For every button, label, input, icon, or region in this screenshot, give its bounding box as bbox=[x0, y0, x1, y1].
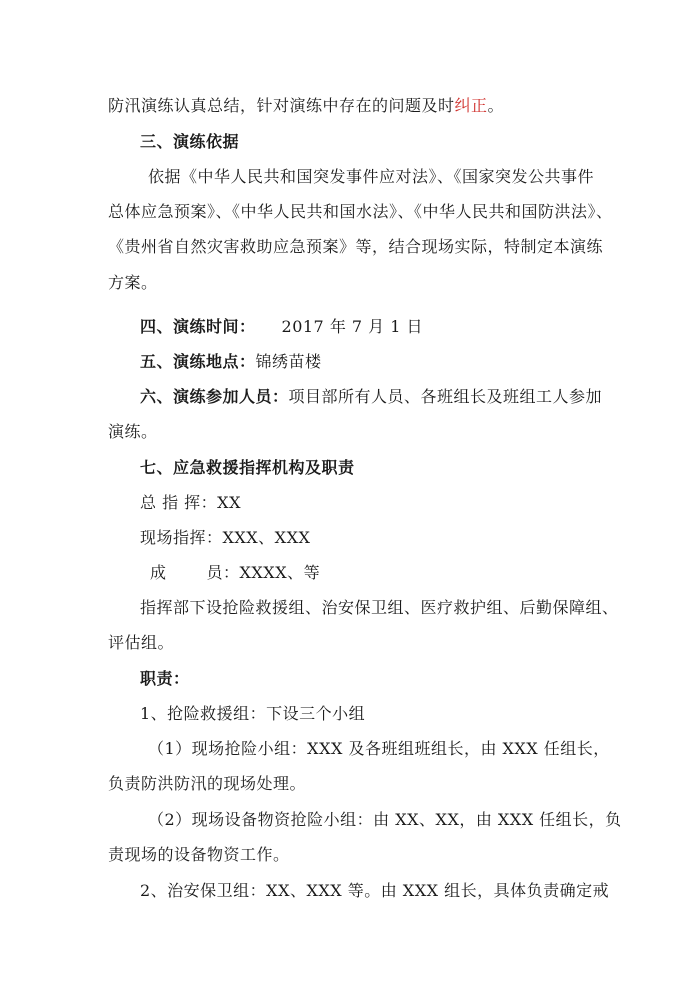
basis-line: 方案。 bbox=[108, 273, 158, 292]
site-commander: 现场指挥：XXX、XXX bbox=[140, 528, 311, 547]
basis-line: 总体应急预案》、《中华人民共和国水法》、《中华人民共和国防洪法》、 bbox=[108, 202, 613, 221]
text: 。 bbox=[487, 96, 505, 115]
subgroup-line: 负责防洪防汛的现场处理。 bbox=[108, 774, 307, 793]
groups-line: 指挥部下设抢险救援组、治安保卫组、医疗救护组、后勤保障组、 bbox=[140, 598, 619, 617]
drill-participants-cont: 演练。 bbox=[108, 422, 158, 441]
drill-participants bbox=[140, 386, 602, 408]
text: 防汛演练认真总结，针对演练中存在的问题及时 bbox=[108, 96, 455, 115]
drill-time bbox=[140, 316, 423, 338]
section-heading-command: 七、应急救援指挥机构及职责 bbox=[140, 458, 355, 477]
paragraph-line bbox=[108, 95, 504, 117]
members-value: 员：XXXX、等 bbox=[206, 563, 321, 582]
members-label: 成 bbox=[150, 563, 167, 582]
drill-time-heading: 四、演练时间： bbox=[140, 317, 256, 336]
security-group-title: 2、治安保卫组：XX、XXX 等。由 XXX 组长，具体负责确定戒 bbox=[140, 881, 610, 900]
section-heading-basis: 三、演练依据 bbox=[140, 132, 240, 151]
drill-location-value: 锦绣苗楼 bbox=[255, 352, 322, 371]
groups-line: 评估组。 bbox=[108, 633, 175, 652]
highlighted-text: 纠正 bbox=[454, 96, 488, 115]
subgroup-line: （1）现场抢险小组：XXX 及各班组班组长，由 XXX 任组长， bbox=[148, 739, 610, 758]
basis-line: 依据《中华人民共和国突发事件应对法》、《国家突发公共事件 bbox=[148, 167, 595, 186]
basis-line: 《贵州省自然灾害救助应急预案》等，结合现场实际，特制定本演练 bbox=[108, 237, 604, 256]
rescue-group-title: 1、抢险救援组：下设三个小组 bbox=[140, 704, 366, 723]
subgroup-line: 责现场的设备物资工作。 bbox=[108, 845, 290, 864]
drill-participants-value: 项目部所有人员、各班组长及班组工人参加 bbox=[288, 387, 603, 406]
drill-time-value: 2017 年 7 月 1 日 bbox=[281, 317, 424, 336]
drill-participants-heading: 六、演练参加人员： bbox=[140, 387, 289, 406]
subgroup-line: （2）现场设备物资抢险小组：由 XX、XX，由 XXX 任组长，负 bbox=[148, 810, 622, 829]
drill-location bbox=[140, 351, 322, 373]
drill-location-heading: 五、演练地点： bbox=[140, 352, 256, 371]
duties-heading: 职责： bbox=[140, 669, 190, 688]
members bbox=[150, 562, 320, 584]
commander: 总 指 挥：XX bbox=[140, 493, 241, 512]
